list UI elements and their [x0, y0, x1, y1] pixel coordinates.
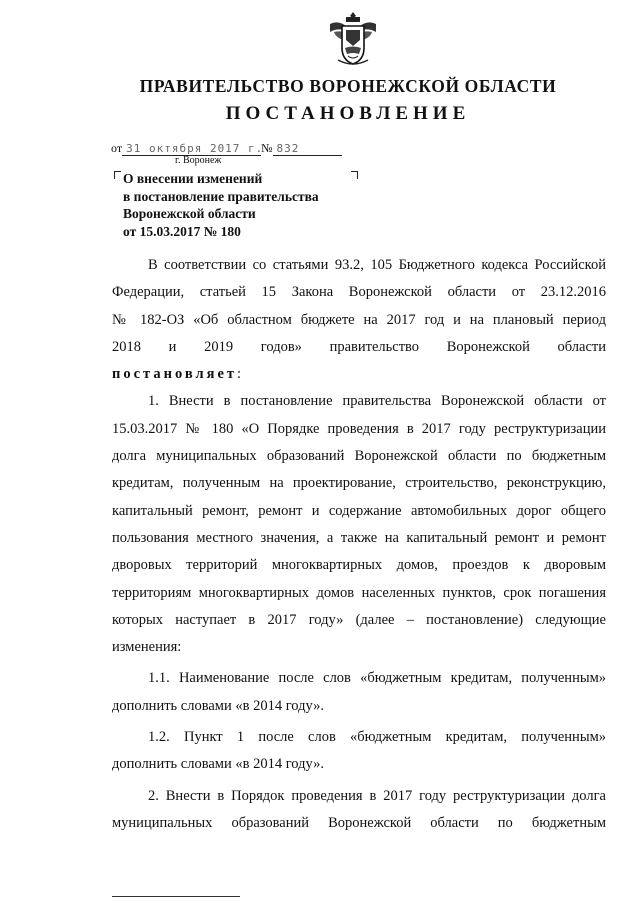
body-line: Федерации, статьей 15 Закона Воронежской области от 23.12.2016 — [112, 284, 606, 301]
body-line: пользования местного значения, а также на капитальный ремонт и ремонт — [112, 529, 606, 546]
body-line: В соответствии со статьями 93.2, 105 Бюджетного кодекса Российской — [148, 257, 606, 273]
body-line: изменения: — [112, 639, 182, 656]
government-title: ПРАВИТЕЛЬСТВО ВОРОНЕЖСКОЙ ОБЛАСТИ — [139, 76, 557, 96]
handwritten-number: 832 — [273, 143, 342, 156]
document-subject — [123, 170, 363, 240]
body-line: 2018 и 2019 годов» правительство Воронежской области — [112, 338, 606, 355]
document-type: ПОСТАНОВЛЕНИЕ — [225, 103, 471, 124]
number-label: № — [261, 141, 273, 155]
body-line: дворовых территорий многоквартирных домов, проездов к дворовым — [112, 557, 606, 574]
subject-line: О внесении изменений — [123, 171, 263, 186]
decrees-word: постановляет — [112, 366, 238, 383]
footer-rule — [112, 896, 240, 897]
body-line: муниципальных образований Воронежской области по бюджетным — [112, 814, 606, 831]
body-line: 1.1. Наименование после слов «бюджетным кредитам, полученным» — [148, 670, 606, 687]
body-line: территориям многоквартирных домов населенных пунктов, срок погашения — [112, 584, 606, 601]
body-line: капитальный ремонт, ремонт и содержание автомобильных дорог общего — [112, 502, 606, 519]
body-line: дополнить словами «в 2014 году». — [112, 756, 324, 773]
subject-line: Воронежской области — [123, 206, 256, 221]
decrees-line — [112, 361, 606, 388]
subject-line: от 15.03.2017 № 180 — [123, 223, 241, 239]
coat-of-arms-emblem — [324, 10, 382, 70]
body-line: 2. Внести в Порядок проведения в 2017 году реструктуризации долга — [148, 787, 606, 804]
body-line: 1.2. Пункт 1 после слов «бюджетным кредитам, полученным» — [148, 729, 606, 746]
document-body — [112, 252, 606, 837]
subject-line: в постановление правительства — [123, 188, 319, 204]
body-line: дополнить словами «в 2014 году». — [112, 697, 324, 714]
body-line: № 182-ОЗ «Об областном бюджете на 2017 год и на плановый период — [112, 311, 606, 328]
subject-bracket-left — [114, 171, 121, 179]
decrees-colon: : — [237, 366, 242, 383]
body-line: кредитам, полученным на проектирование, строительство, реконструкцию, — [112, 475, 606, 492]
body-line: 1. Внести в постановление правительства Воронежской области от — [148, 393, 606, 410]
date-number-line — [111, 141, 342, 156]
body-line: 15.03.2017 № 180 «О Порядке проведения в 2017 году реструктуризации — [112, 420, 606, 437]
body-line: долга муниципальных образований Воронежской области по бюджетным — [112, 448, 606, 465]
body-line: которых наступает в 2017 году» (далее – постановление) следующие — [112, 611, 606, 628]
date-prefix: от — [111, 141, 123, 155]
handwritten-date: 31 октября 2017 г. — [122, 143, 261, 156]
city-label: г. Воронеж — [175, 155, 222, 166]
